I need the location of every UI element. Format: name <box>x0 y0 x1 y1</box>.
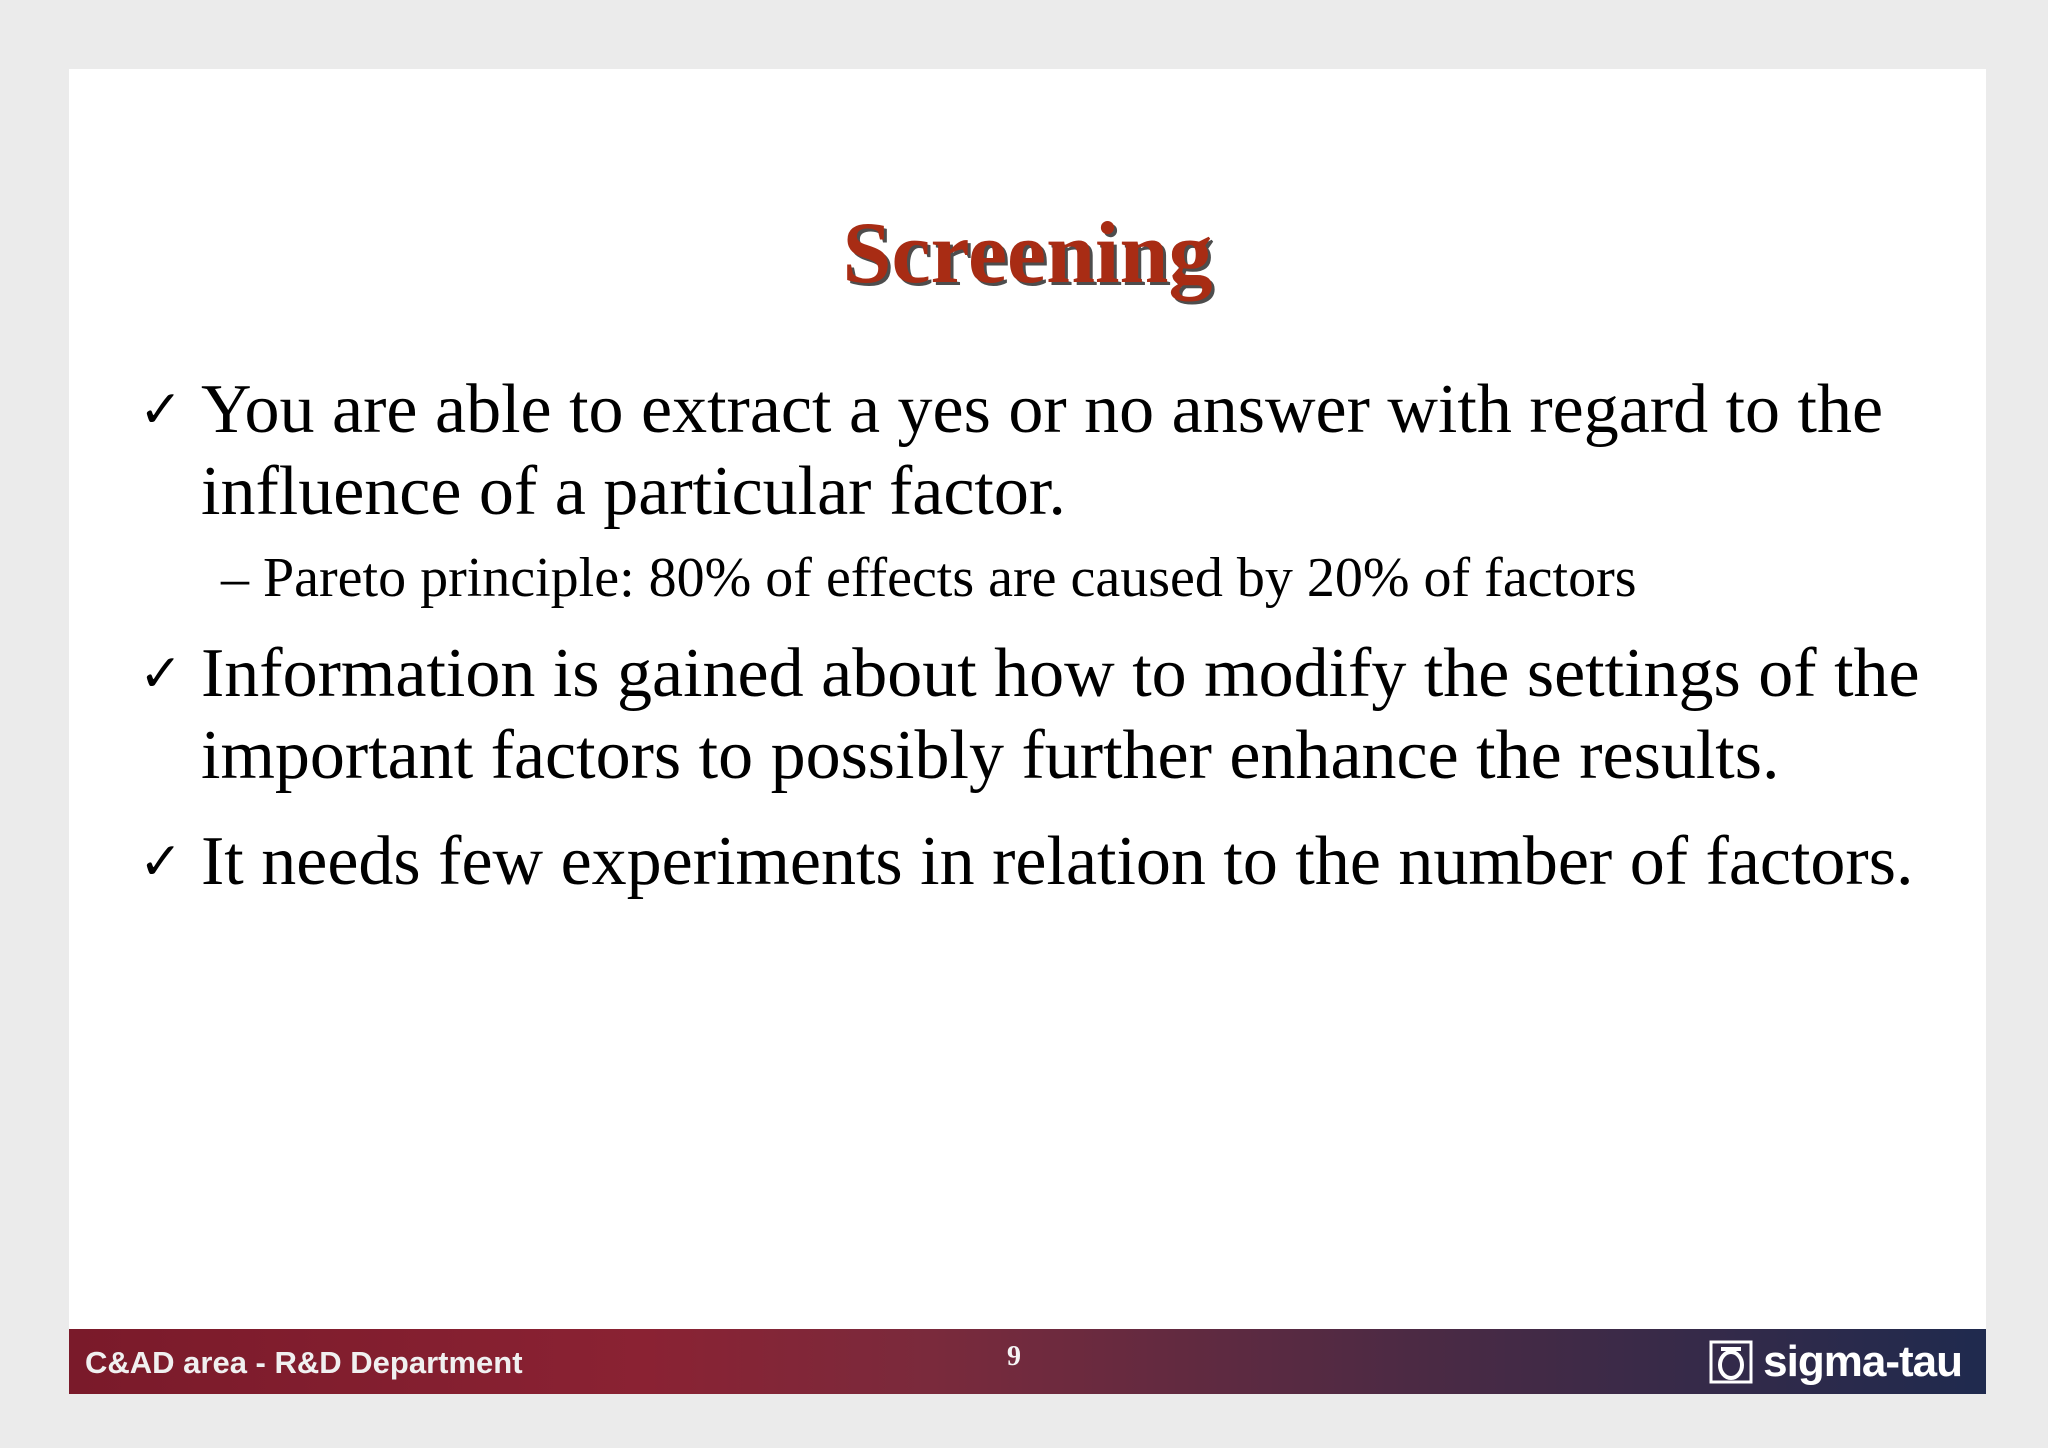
sub-bullet-text: Pareto principle: 80% of effects are caused by 20% of factors <box>263 547 1637 609</box>
bullet-text: It needs few experiments in relation to the number of factors. <box>201 823 1914 900</box>
dash-marker: – <box>221 547 249 609</box>
bullet-text: Information is gained about how to modify the settings of the important factors to possibly further enhance the results. <box>201 635 1920 794</box>
slide <box>69 69 1986 1394</box>
sigma-tau-logo-icon <box>1709 1340 1753 1384</box>
page-number: 9 <box>1007 1341 1021 1372</box>
checkmark-icon: ✓ <box>139 832 183 892</box>
bullet-item <box>139 633 1939 797</box>
slide-title: Screening <box>842 205 1213 302</box>
bullet-text: You are able to extract a yes or no answer with regard to the influence of a particular factor. <box>201 371 1884 530</box>
bullet-item <box>139 821 1939 903</box>
sub-bullet-item <box>139 543 1939 613</box>
logo-text: sigma-tau <box>1763 1337 1962 1386</box>
checkmark-icon: ✓ <box>139 644 183 704</box>
slide-body <box>139 369 1939 903</box>
bullet-item <box>139 369 1939 533</box>
checkmark-icon: ✓ <box>139 380 183 440</box>
footer-department: C&AD area - R&D Department <box>85 1345 523 1380</box>
sigma-tau-logo <box>1709 1339 1962 1385</box>
footer-bar <box>69 1329 1986 1394</box>
